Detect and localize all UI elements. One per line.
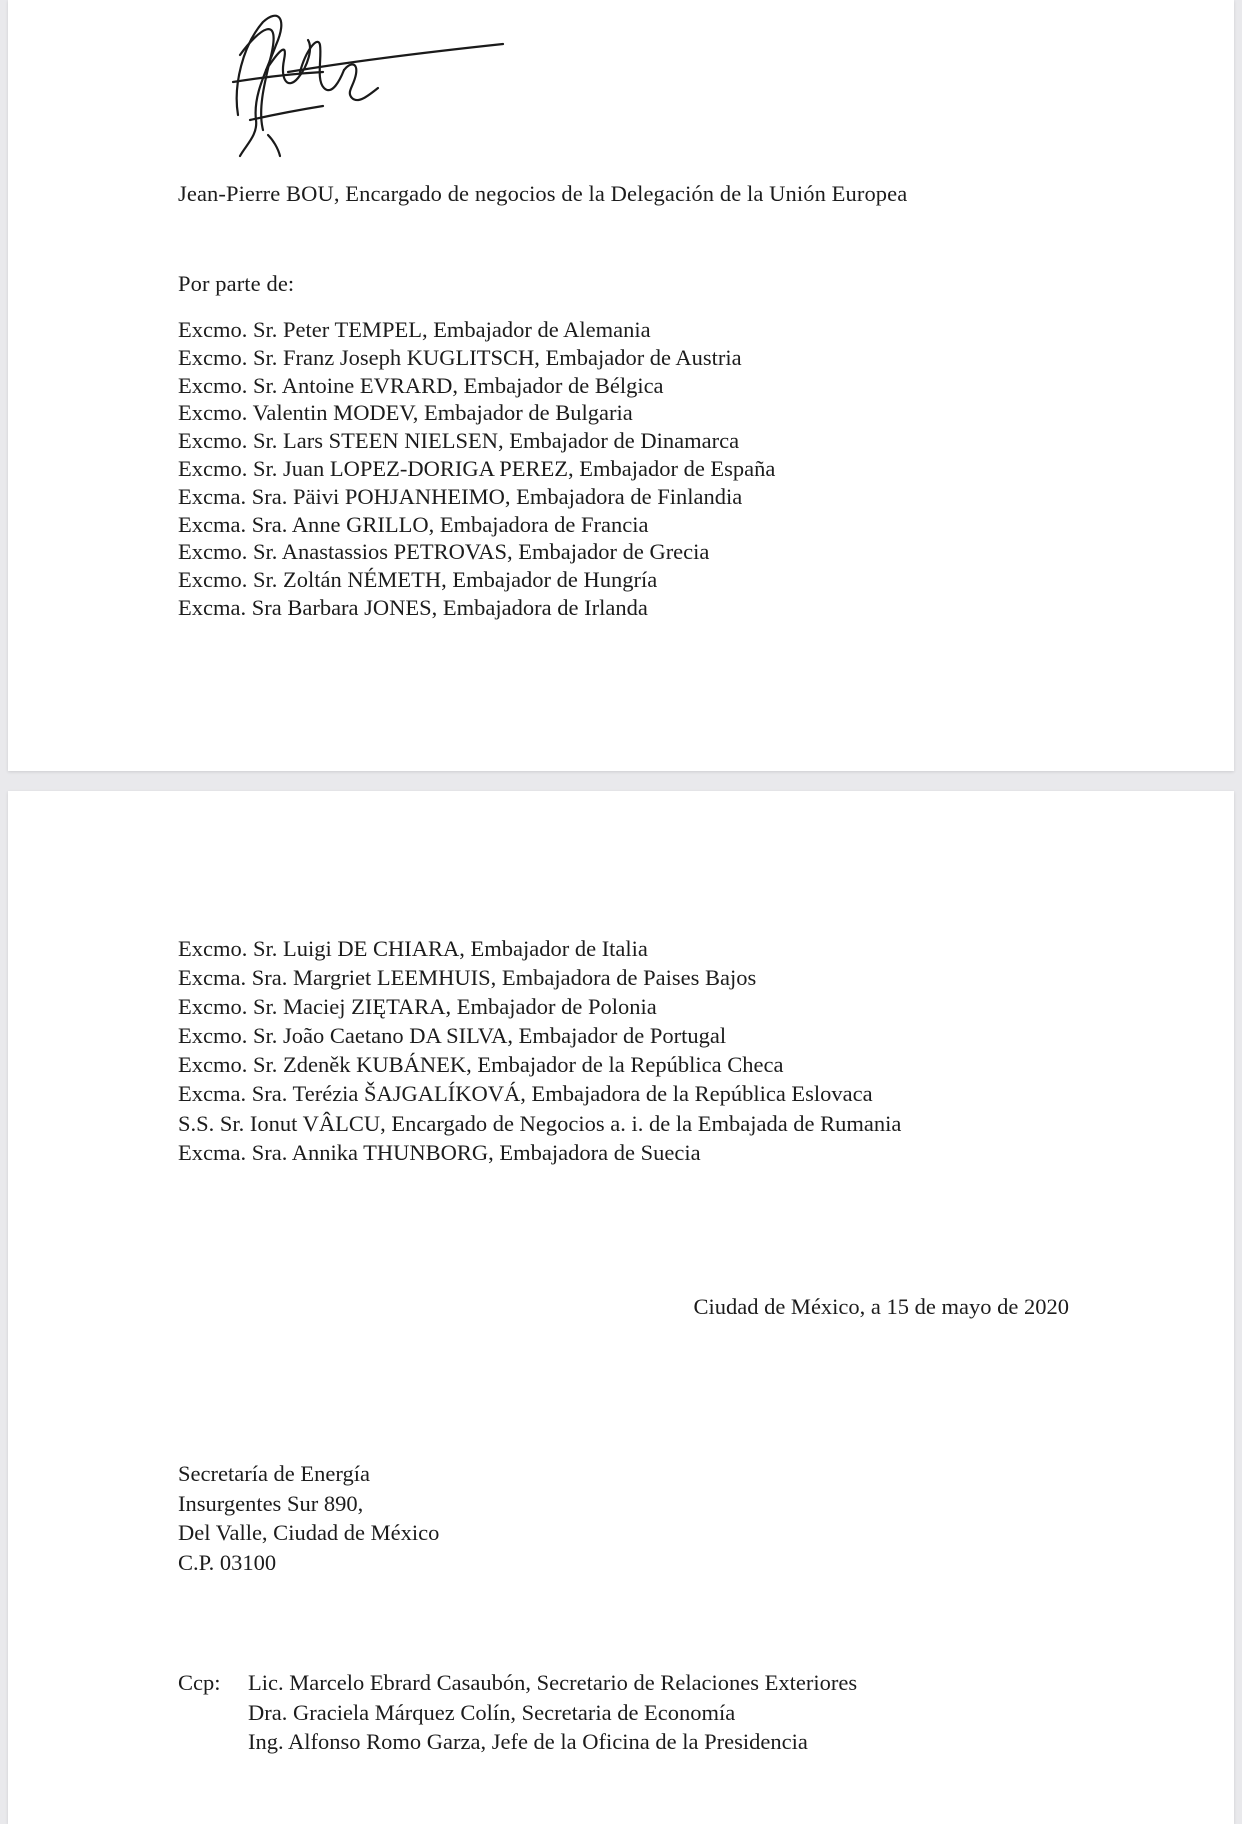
on-behalf-label: Por parte de: <box>178 271 295 296</box>
ambassador-list-2 <box>178 934 901 1167</box>
ccp-item: Dra. Graciela Márquez Colín, Secretaria de Economía <box>248 1699 736 1725</box>
list-item: Excma. Sra Barbara JONES, Embajadora de Irlanda <box>178 594 648 620</box>
handwritten-signature <box>228 0 518 158</box>
list-item: Excmo. Sr. Lars STEEN NIELSEN, Embajador de Dinamarca <box>178 428 740 454</box>
list-item: Excma. Sra. Margriet LEEMHUIS, Embajadora de Paises Bajos <box>178 965 757 991</box>
list-item: Excmo. Valentin MODEV, Embajador de Bulgaria <box>178 400 633 426</box>
address-line: Del Valle, Ciudad de México <box>178 1520 440 1545</box>
list-item: Excmo. Sr. Peter TEMPEL, Embajador de Alemania <box>178 317 651 342</box>
list-item: S.S. Sr. Ionut VÂLCU, Encargado de Negocios a. i. de la Embajada de Rumania <box>178 1110 902 1136</box>
recipient-address <box>178 1459 439 1577</box>
address-line: Insurgentes Sur 890, <box>178 1490 364 1516</box>
ccp-item: Lic. Marcelo Ebrard Casaubón, Secretario de Relaciones Exteriores <box>248 1670 858 1695</box>
address-line: C.P. 03100 <box>178 1549 277 1575</box>
list-item: Excmo. Sr. Zoltán NÉMETH, Embajador de Hungría <box>178 567 658 593</box>
list-item: Excma. Sra. Anne GRILLO, Embajadora de Francia <box>178 511 649 537</box>
ccp-list <box>248 1668 857 1757</box>
list-item: Excmo. Sr. João Caetano DA SILVA, Embajador de Portugal <box>178 1023 727 1049</box>
ccp-block <box>178 1668 857 1757</box>
ccp-item: Ing. Alfonso Romo Garza, Jefe de la Oficina de la Presidencia <box>248 1729 808 1754</box>
ccp-label: Ccp: <box>178 1670 221 1695</box>
list-item: Excmo. Sr. Franz Joseph KUGLITSCH, Embajador de Austria <box>178 344 742 370</box>
signer-line: Jean-Pierre BOU, Encargado de negocios de la Delegación de la Unión Europea <box>178 181 908 206</box>
list-item: Excmo. Sr. Juan LOPEZ-DORIGA PEREZ, Embajador de España <box>178 455 776 481</box>
list-item: Excma. Sra. Annika THUNBORG, Embajadora de Suecia <box>178 1139 701 1165</box>
address-line: Secretaría de Energía <box>178 1461 370 1486</box>
list-item: Excmo. Sr. Anastassios PETROVAS, Embajador de Grecia <box>178 539 710 565</box>
list-item: Excma. Sra. Päivi POHJANHEIMO, Embajadora de Finlandia <box>178 483 743 509</box>
list-item: Excmo. Sr. Antoine EVRARD, Embajador de Bélgica <box>178 372 664 398</box>
list-item: Excmo. Sr. Luigi DE CHIARA, Embajador de Italia <box>178 936 648 961</box>
document-page-2 <box>8 791 1234 1824</box>
list-item: Excma. Sra. Terézia ŠAJGALÍKOVÁ, Embajadora de la República Eslovaca <box>178 1081 873 1107</box>
date-line: Ciudad de México, a 15 de mayo de 2020 <box>693 1294 1069 1319</box>
document-page-1 <box>8 0 1234 771</box>
ambassador-list-1 <box>178 316 775 622</box>
list-item: Excmo. Sr. Zdeněk KUBÁNEK, Embajador de la República Checa <box>178 1052 784 1078</box>
list-item: Excmo. Sr. Maciej ZIĘTARA, Embajador de Polonia <box>178 994 657 1020</box>
